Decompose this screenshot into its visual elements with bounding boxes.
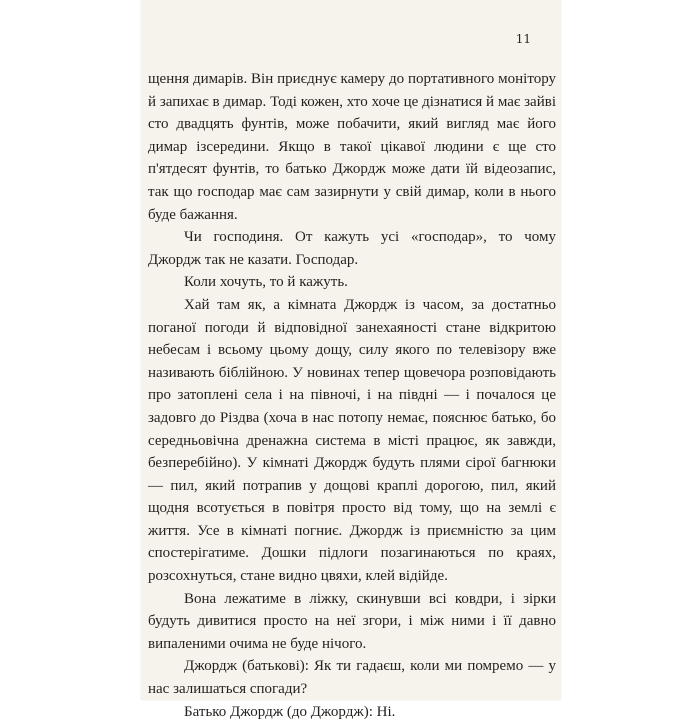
page-body-text bbox=[148, 68, 556, 723]
paragraph-6: Джордж (батькові): Як ти гадаєш, коли ми помремо — у нас залишаться спогади? bbox=[148, 658, 556, 698]
page-number: 11 bbox=[515, 32, 531, 46]
paragraph-4: Хай там як, а кімната Джордж із часом, за достатньо поганої погоди й відповідної занехаяності стане відкритою небесам і всьому цьому дощу, силу якого по телевізору вже називають біблійною. У новинах тепер щовечора розповідають про затоплені села і на півночі, і на півдні — і почалося це задовго до Різдва (хоча в нас потопу немає, пояснює батько, бо середньовічна дренажна система в місті працює, як завжди, безперебійно). У кімнаті Джордж будуть плями сірої багнюки — пил, який потрапив у дощові краплі дорогою, пил, який щодня всотується в повітря просто від тому, що на землі є життя. Усе в кімнаті погниє. Джордж із приємністю за цим спостерігатиме. Дошки підлоги позагинаються по краях, розсохнуться, стане видно цвяхи, клей відійде. bbox=[148, 296, 556, 585]
paragraph-3: Коли хочуть, то й кажуть. bbox=[184, 274, 348, 291]
paragraph-2: Чи господиня. От кажуть усі «господар», то чому Джордж так не казати. Господар. bbox=[148, 229, 556, 268]
paragraph-1: щення димарів. Він приєднує камеру до портативного монітору й запихає в димар. Тоді кожен, хто хоче це дізнатися й має зайві сто двадцять фунтів, може побачити, який вигляд має його димар ізсередини. Якщо в такої цікавої людини є ще сто п'ятдесят фунтів, то батько Джордж може дати їй відеозапис, так що господар має сам зазирнути у свій димар, коли в нього буде бажання. bbox=[148, 71, 556, 223]
paragraph-7: Батько Джордж (до Джордж): Ні. bbox=[184, 703, 396, 720]
paragraph-5: Вона лежатиме в ліжку, скинувши всі ковдри, і зірки будуть дивитися просто на неї згори, і між ними і її давно випаленими очима не буде нічого. bbox=[148, 590, 556, 652]
